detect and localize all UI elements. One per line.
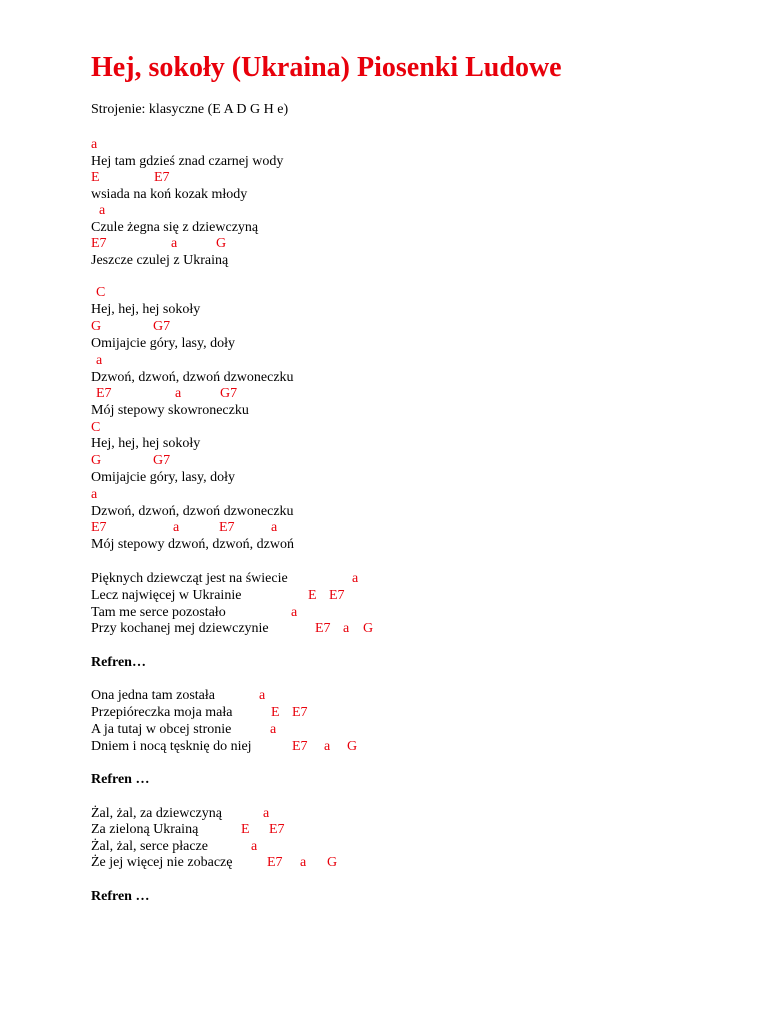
lyric-line: Czule żegna się z dziewczyną <box>91 220 259 235</box>
lyric-line: Dzwoń, dzwoń, dzwoń dzwoneczku <box>91 370 294 385</box>
chord: G7 <box>153 319 171 334</box>
chord: G <box>327 855 338 870</box>
chord: a <box>300 855 307 870</box>
lyric-line <box>91 687 511 704</box>
lyric-text: Że jej więcej nie zobaczę <box>91 855 233 870</box>
chord: G <box>216 236 227 251</box>
chord: a <box>352 571 359 586</box>
refrain-label: Refren … <box>91 772 150 787</box>
lyric-line: Jeszcze czulej z Ukrainą <box>91 253 229 268</box>
lyric-text: Dniem i nocą tęsknię do niej <box>91 739 252 754</box>
chord: E7 <box>292 739 308 754</box>
lyric-text: Ona jedna tam została <box>91 688 216 703</box>
lyric-text: Żal, żal, za dziewczyną <box>91 806 222 821</box>
lyric-line <box>91 738 511 755</box>
chord: a <box>270 722 277 737</box>
chord: E7 <box>267 855 283 870</box>
chord-line <box>91 486 511 503</box>
lyric-line: Mój stepowy skowroneczku <box>91 403 249 418</box>
chord: C <box>96 285 106 300</box>
lyric-line <box>91 838 511 855</box>
lyric-line: Hej, hej, hej sokoły <box>91 302 201 317</box>
lyric-text: Tam me serce pozostało <box>91 605 226 620</box>
chord: E7 <box>269 822 285 837</box>
chord: G7 <box>153 453 171 468</box>
lyric-text: Przy kochanej mej dziewczynie <box>91 621 269 636</box>
lyric-text: Pięknych dziewcząt jest na świecie <box>91 571 288 586</box>
lyric-line: Mój stepowy dzwoń, dzwoń, dzwoń <box>91 537 294 552</box>
song-title: Hej, sokoły (Ukraina) Piosenki Ludowe <box>91 52 562 83</box>
chord: G <box>91 319 102 334</box>
chord: G7 <box>220 386 238 401</box>
chord: E <box>241 822 250 837</box>
chord: E7 <box>91 520 107 535</box>
chord-line <box>91 136 511 153</box>
chord: C <box>91 420 101 435</box>
chord: E <box>271 705 280 720</box>
chord: a <box>343 621 350 636</box>
chord-line <box>91 284 511 301</box>
lyric-text: Za zieloną Ukrainą <box>91 822 199 837</box>
chord: E <box>91 170 100 185</box>
chord: G <box>363 621 374 636</box>
lyric-line: Omijajcie góry, lasy, doły <box>91 336 235 351</box>
chord: E <box>308 588 317 603</box>
chord: a <box>96 353 103 368</box>
chord-line <box>91 169 511 186</box>
lyric-line <box>91 620 511 637</box>
lyric-line: Hej tam gdzieś znad czarnej wody <box>91 154 284 169</box>
chord: a <box>175 386 182 401</box>
lyric-text: Żal, żal, serce płacze <box>91 839 208 854</box>
chord-line <box>91 202 511 219</box>
chord: a <box>263 806 270 821</box>
lyric-line: Omijajcie góry, lasy, doły <box>91 470 235 485</box>
lyric-text: Przepióreczka moja mała <box>91 705 233 720</box>
lyric-line <box>91 821 511 838</box>
chord: a <box>291 605 298 620</box>
chord: a <box>251 839 258 854</box>
lyric-line <box>91 854 511 871</box>
chord: E7 <box>96 386 112 401</box>
chord: E7 <box>91 236 107 251</box>
chord-line <box>91 318 511 335</box>
chord: E7 <box>219 520 235 535</box>
refrain-label: Refren… <box>91 655 146 670</box>
chord: E7 <box>292 705 308 720</box>
lyric-line: Hej, hej, hej sokoły <box>91 436 201 451</box>
chord: a <box>271 520 278 535</box>
chord: a <box>171 236 178 251</box>
lyric-text: A ja tutaj w obcej stronie <box>91 722 232 737</box>
chord-line <box>91 235 511 252</box>
chord: a <box>173 520 180 535</box>
refrain-label: Refren … <box>91 889 150 904</box>
lyric-line <box>91 604 511 621</box>
chord-line <box>91 519 511 536</box>
chord-line <box>91 352 511 369</box>
lyric-line: Dzwoń, dzwoń, dzwoń dzwoneczku <box>91 504 294 519</box>
lyric-line <box>91 721 511 738</box>
chord: G <box>347 739 358 754</box>
chord: a <box>259 688 266 703</box>
chord-line <box>91 452 511 469</box>
chord: E7 <box>154 170 170 185</box>
lyric-text: Lecz najwięcej w Ukrainie <box>91 588 242 603</box>
lyric-line <box>91 805 511 822</box>
lyric-line: wsiada na koń kozak młody <box>91 187 248 202</box>
chord: a <box>91 137 98 152</box>
chord: E7 <box>329 588 345 603</box>
tuning-info: Strojenie: klasyczne (E A D G H e) <box>91 102 289 117</box>
lyric-line <box>91 570 511 587</box>
chord: G <box>91 453 102 468</box>
lyric-line <box>91 587 511 604</box>
lyric-line <box>91 704 511 721</box>
chord: a <box>99 203 106 218</box>
chord: a <box>324 739 331 754</box>
chord-line <box>91 419 511 436</box>
chord-line <box>91 385 511 402</box>
chord: a <box>91 487 98 502</box>
chord: E7 <box>315 621 331 636</box>
